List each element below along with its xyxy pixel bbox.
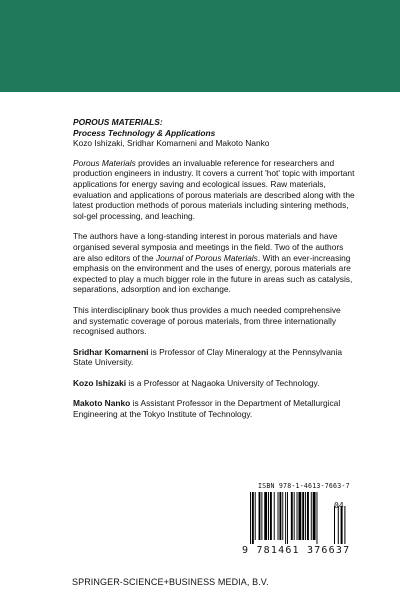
- barcode-bar: [255, 492, 256, 540]
- barcode-addon-digits: 04: [334, 501, 344, 510]
- barcode-bar: [259, 492, 261, 540]
- barcode-bar: [291, 492, 293, 540]
- barcode-bar: [270, 492, 272, 540]
- description-paragraph-2: [73, 231, 355, 295]
- book-authors: Kozo Ishizaki, Sridhar Komarneni and Makoto Nanko: [73, 138, 270, 149]
- author-bio-text: is Professor of Clay Mineralogy at the Pennsylvania State University.: [73, 346, 343, 368]
- barcode-bar: [282, 492, 283, 540]
- barcode-bar: [305, 492, 306, 540]
- author-bio: [73, 378, 355, 389]
- barcode-bar: [285, 492, 286, 544]
- barcode-bar: [307, 492, 309, 540]
- isbn-barcode: [250, 492, 346, 544]
- paragraph-text: . With an ever-increasing emphasis on the environment and the uses of energy, porous materials are expected to play a much bigger role in the future in areas such as catalysis, separations, adsorption and ion exchange.: [73, 252, 353, 295]
- barcode-digits: 9 781461 376637: [242, 545, 351, 556]
- author-name: Kozo Ishizaki: [73, 377, 127, 388]
- author-name: Makoto Nanko: [73, 398, 131, 409]
- barcode-bar: [274, 492, 275, 540]
- barcode-addon-bar: [338, 506, 339, 544]
- barcode-bar: [317, 492, 318, 544]
- barcode-addon-bar: [341, 506, 343, 544]
- barcode-bar: [287, 492, 288, 544]
- barcode-bar: [278, 492, 279, 540]
- author-bio-text: is a Professor at Nagaoka University of Technology.: [126, 377, 320, 388]
- barcode-bar: [302, 492, 304, 540]
- barcode-bar: [297, 492, 298, 540]
- paragraph-text: The authors have a long-standing interest in porous materials and have organised several symposia and meetings in the field. Two of the authors are also editors of the: [73, 231, 344, 263]
- barcode-bar: [268, 492, 269, 540]
- barcode-bar: [279, 492, 281, 540]
- barcode-bar: [298, 492, 301, 540]
- book-title: POROUS MATERIALS:: [73, 117, 163, 127]
- journal-title-italic: Journal of Porous Materials: [155, 252, 258, 263]
- barcode-addon-bar: [344, 506, 345, 544]
- book-title-italic: Porous Materials: [73, 157, 136, 168]
- barcode-addon-bar: [334, 506, 335, 544]
- description-paragraph-3: This interdisciplinary book thus provides a much needed comprehensive and systematic coverage of porous materials, from three internationally recognised authors.: [73, 304, 341, 337]
- author-bio: [73, 347, 355, 368]
- barcode-bar: [264, 492, 267, 540]
- book-subtitle: Process Technology & Applications: [73, 127, 216, 138]
- barcode-bar: [294, 492, 295, 540]
- author-name: Sridhar Komarneni: [73, 346, 149, 357]
- barcode-bar: [261, 492, 262, 540]
- back-cover-text: [73, 117, 355, 430]
- cover-color-band: [0, 0, 400, 92]
- barcode-bar: [311, 492, 312, 540]
- paragraph-text: provides an invaluable reference for researchers and production engineers in industry. It covers a current 'hot' topic with important applications for energy saving and ecological issues. Raw materials, evaluation and applications of porous materials are described along with the latest production methods of porous materials including sintering methods, sol-gel processing, and leaching.: [73, 157, 355, 221]
- barcode-bar: [313, 492, 316, 540]
- barcode-bar: [252, 492, 254, 544]
- author-bio-text: is Assistant Professor in the Department of Metallurgical Engineering at the Tokyo Institute of Technology.: [73, 398, 341, 420]
- publisher-name: SPRINGER-SCIENCE+BUSINESS MEDIA, B.V.: [72, 577, 269, 587]
- author-bio: [73, 398, 355, 419]
- barcode-bar: [250, 492, 251, 544]
- isbn-label: ISBN 978-1-4613-7663-7: [258, 482, 350, 490]
- description-paragraph-1: [73, 158, 355, 222]
